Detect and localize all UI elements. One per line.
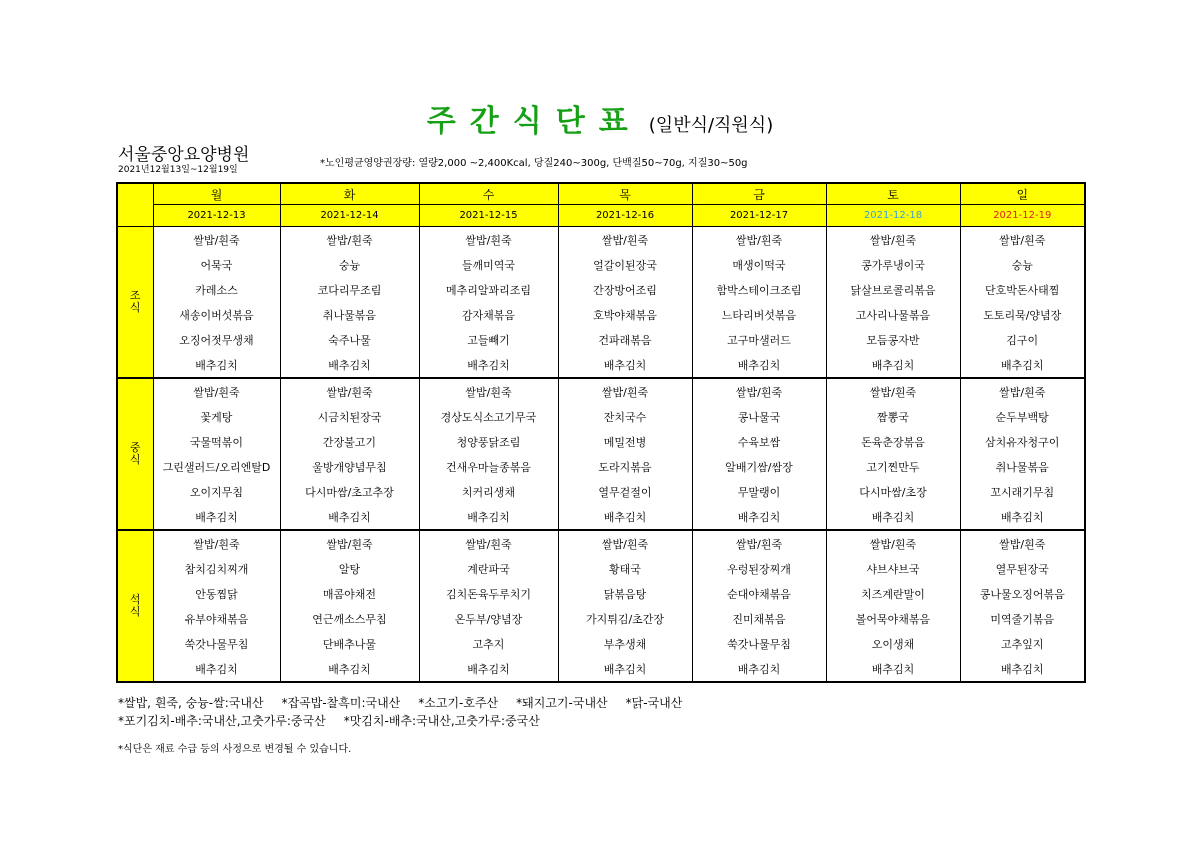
menu-row: [117, 504, 1085, 530]
menu-item: 온두부/양념장: [419, 606, 558, 631]
menu-row: [117, 556, 1085, 581]
origin-notes: [118, 694, 700, 759]
menu-item: 간장불고기: [280, 429, 419, 454]
menu-item: 짬뽕국: [826, 404, 960, 429]
menu-item: 유부야채볶음: [153, 606, 280, 631]
menu-item: 안동찜닭: [153, 581, 280, 606]
menu-item: 볼어묵야채볶음: [826, 606, 960, 631]
menu-item: 도토리묵/양념장: [960, 302, 1085, 327]
menu-item: 다시마쌈/초고추장: [280, 479, 419, 504]
menu-item: 메밀전병: [558, 429, 692, 454]
origin-note: *소고기-호주산: [418, 696, 499, 710]
menu-item: 샤브샤브국: [826, 556, 960, 581]
menu-item: 고기찐만두: [826, 454, 960, 479]
menu-row: [117, 479, 1085, 504]
menu-item: 콩나물국: [692, 404, 826, 429]
menu-item: 배추김치: [826, 656, 960, 682]
date-header-0: 2021-12-13: [153, 205, 280, 227]
menu-item: 미역줄기볶음: [960, 606, 1085, 631]
weekly-menu-table: [116, 182, 1086, 683]
menu-item: 오이생채: [826, 631, 960, 656]
menu-item: 삼치유자청구이: [960, 429, 1085, 454]
page-title: [0, 96, 1200, 140]
menu-item: 쑥갓나물무침: [692, 631, 826, 656]
menu-item: 다시마쌈/초장: [826, 479, 960, 504]
menu-item: 건새우마늘종볶음: [419, 454, 558, 479]
menu-item: 쌀밥/흰죽: [419, 378, 558, 404]
date-header-6: 2021-12-19: [960, 205, 1085, 227]
menu-item: 알배기쌈/쌈장: [692, 454, 826, 479]
menu-item: 쌀밥/흰죽: [692, 227, 826, 253]
menu-row: [117, 378, 1085, 404]
date-header-5: 2021-12-18: [826, 205, 960, 227]
menu-item: 배추김치: [280, 352, 419, 378]
origin-note: *잡곡밥-찰흑미:국내산: [281, 696, 401, 710]
menu-item: 쌀밥/흰죽: [558, 378, 692, 404]
menu-item: 배추김치: [960, 656, 1085, 682]
menu-item: 무말랭이: [692, 479, 826, 504]
menu-item: 국물떡볶이: [153, 429, 280, 454]
menu-item: 메추리알꽈리조림: [419, 277, 558, 302]
menu-item: 쌀밥/흰죽: [826, 227, 960, 253]
menu-item: 쌀밥/흰죽: [280, 378, 419, 404]
menu-item: 연근깨소스무침: [280, 606, 419, 631]
menu-item: 시금치된장국: [280, 404, 419, 429]
menu-row: [117, 352, 1085, 378]
menu-item: 닭볶음탕: [558, 581, 692, 606]
menu-item: 고구마샐러드: [692, 327, 826, 352]
menu-item: 우렁된장찌개: [692, 556, 826, 581]
menu-item: 쌀밥/흰죽: [558, 227, 692, 253]
menu-item: 호박야채볶음: [558, 302, 692, 327]
menu-item: 배추김치: [153, 352, 280, 378]
menu-item: 쌀밥/흰죽: [692, 378, 826, 404]
menu-item: 배추김치: [419, 352, 558, 378]
menu-item: 황태국: [558, 556, 692, 581]
menu-item: 쌀밥/흰죽: [826, 530, 960, 556]
menu-item: 김구이: [960, 327, 1085, 352]
day-header-1: 화: [280, 183, 419, 205]
menu-item: 순대야채볶음: [692, 581, 826, 606]
menu-item: 배추김치: [153, 504, 280, 530]
menu-row: [117, 227, 1085, 253]
menu-item: 코다리무조림: [280, 277, 419, 302]
origin-note: *맛김치-배추:국내산,고춧가루:중국산: [343, 714, 540, 728]
menu-item: 쌀밥/흰죽: [280, 227, 419, 253]
menu-item: 배추김치: [960, 352, 1085, 378]
day-header-3: 목: [558, 183, 692, 205]
nutrition-guideline: *노인평균영양권장량: 열량2,000 ~2,400Kcal, 당질240~300g, 단백질50~70g, 지질30~50g: [320, 158, 748, 169]
day-header-2: 수: [419, 183, 558, 205]
menu-item: 얼갈이된장국: [558, 252, 692, 277]
menu-item: 단배추나물: [280, 631, 419, 656]
menu-item: 도라지볶음: [558, 454, 692, 479]
menu-item: 배추김치: [960, 504, 1085, 530]
menu-item: 고사리나물볶음: [826, 302, 960, 327]
menu-item: 열무겉절이: [558, 479, 692, 504]
menu-item: 치즈계란말이: [826, 581, 960, 606]
menu-item: 열무된장국: [960, 556, 1085, 581]
menu-item: 쌀밥/흰죽: [419, 530, 558, 556]
menu-row: [117, 454, 1085, 479]
day-header-0: 월: [153, 183, 280, 205]
menu-item: 쌀밥/흰죽: [960, 227, 1085, 253]
menu-item: 수육보쌈: [692, 429, 826, 454]
menu-item: 쌀밥/흰죽: [419, 227, 558, 253]
day-header-4: 금: [692, 183, 826, 205]
menu-row: [117, 277, 1085, 302]
menu-item: 그린샐러드/오리엔탈D: [153, 454, 280, 479]
menu-row: [117, 606, 1085, 631]
menu-item: 배추김치: [558, 656, 692, 682]
menu-item: 쌀밥/흰죽: [280, 530, 419, 556]
title-main: 주간식단표: [426, 104, 642, 139]
meal-label: 석 식: [117, 530, 153, 682]
menu-item: 어묵국: [153, 252, 280, 277]
menu-item: 카레소스: [153, 277, 280, 302]
menu-item: 배추김치: [558, 504, 692, 530]
date-range: 2021년12월13일~12월19일: [118, 165, 238, 175]
date-header-1: 2021-12-14: [280, 205, 419, 227]
menu-row: [117, 429, 1085, 454]
date-header-4: 2021-12-17: [692, 205, 826, 227]
menu-item: 오징어젓무생채: [153, 327, 280, 352]
menu-item: 모듬콩자반: [826, 327, 960, 352]
menu-item: 콩가루냉이국: [826, 252, 960, 277]
date-header-3: 2021-12-16: [558, 205, 692, 227]
origin-note: *쌀밥, 흰죽, 숭늉-쌀:국내산: [118, 696, 264, 710]
menu-item: 배추김치: [280, 504, 419, 530]
menu-row: [117, 581, 1085, 606]
menu-item: 고추잎지: [960, 631, 1085, 656]
menu-item: 잔치국수: [558, 404, 692, 429]
day-header-6: 일: [960, 183, 1085, 205]
menu-item: 부추생채: [558, 631, 692, 656]
menu-item: 쌀밥/흰죽: [960, 530, 1085, 556]
menu-item: 취나물볶음: [960, 454, 1085, 479]
menu-item: 배추김치: [826, 504, 960, 530]
menu-item: 고들빼기: [419, 327, 558, 352]
menu-item: 간장방어조림: [558, 277, 692, 302]
menu-item: 쌀밥/흰죽: [692, 530, 826, 556]
title-sub: (일반식/직원식): [648, 115, 774, 136]
menu-item: 느타리버섯볶음: [692, 302, 826, 327]
origin-line-1: [118, 694, 700, 712]
menu-item: 꼬시래기무침: [960, 479, 1085, 504]
hospital-name: 서울중앙요양병원: [118, 145, 250, 165]
menu-row: [117, 252, 1085, 277]
menu-item: 들깨미역국: [419, 252, 558, 277]
corner-cell: [117, 183, 153, 227]
menu-item: 쌀밥/흰죽: [153, 227, 280, 253]
menu-item: 계란파국: [419, 556, 558, 581]
menu-row: [117, 404, 1085, 429]
menu-item: 배추김치: [419, 656, 558, 682]
menu-item: 돈육춘장볶음: [826, 429, 960, 454]
menu-item: 배추김치: [826, 352, 960, 378]
menu-item: 매생이떡국: [692, 252, 826, 277]
menu-item: 함박스테이크조림: [692, 277, 826, 302]
day-header-5: 토: [826, 183, 960, 205]
menu-item: 고추지: [419, 631, 558, 656]
meal-label: 중 식: [117, 378, 153, 530]
menu-item: 참치김치찌개: [153, 556, 280, 581]
menu-item: 배추김치: [153, 656, 280, 682]
menu-item: 배추김치: [692, 352, 826, 378]
menu-item: 숭늉: [960, 252, 1085, 277]
menu-item: 숭늉: [280, 252, 419, 277]
menu-row: [117, 656, 1085, 682]
menu-item: 새송이버섯볶음: [153, 302, 280, 327]
menu-item: 가지튀김/초간장: [558, 606, 692, 631]
footer-note: *식단은 재료 수급 등의 사정으로 변경될 수 있습니다.: [118, 744, 352, 755]
menu-item: 꽃게탕: [153, 404, 280, 429]
meal-label: 조 식: [117, 227, 153, 379]
menu-item: 순두부백탕: [960, 404, 1085, 429]
menu-item: 매콤야채전: [280, 581, 419, 606]
menu-item: 청양풍닭조림: [419, 429, 558, 454]
menu-item: 단호박돈사태찜: [960, 277, 1085, 302]
origin-note: *돼지고기-국내산: [516, 696, 608, 710]
menu-item: 쑥갓나물무침: [153, 631, 280, 656]
menu-item: 진미채볶음: [692, 606, 826, 631]
menu-row: [117, 631, 1085, 656]
menu-item: 오이지무침: [153, 479, 280, 504]
menu-item: 콩나물오징어볶음: [960, 581, 1085, 606]
menu-item: 치커리생채: [419, 479, 558, 504]
menu-row: [117, 327, 1085, 352]
origin-line-2: [118, 712, 700, 730]
menu-item: 쌀밥/흰죽: [153, 530, 280, 556]
menu-item: 건파래볶음: [558, 327, 692, 352]
menu-row: [117, 530, 1085, 556]
origin-note: *포기김치-배추:국내산,고춧가루:중국산: [118, 714, 326, 728]
origin-note: *닭-국내산: [625, 696, 683, 710]
menu-item: 배추김치: [692, 656, 826, 682]
menu-item: 배추김치: [419, 504, 558, 530]
menu-item: 쌀밥/흰죽: [826, 378, 960, 404]
menu-item: 쌀밥/흰죽: [558, 530, 692, 556]
menu-item: 배추김치: [692, 504, 826, 530]
menu-item: 감자채볶음: [419, 302, 558, 327]
menu-item: 닭살브로콜리볶음: [826, 277, 960, 302]
date-header-2: 2021-12-15: [419, 205, 558, 227]
menu-item: 울방개양념무침: [280, 454, 419, 479]
menu-item: 쌀밥/흰죽: [960, 378, 1085, 404]
menu-item: 경상도식소고기무국: [419, 404, 558, 429]
menu-item: 배추김치: [280, 656, 419, 682]
menu-item: 배추김치: [558, 352, 692, 378]
menu-item: 알탕: [280, 556, 419, 581]
menu-row: [117, 302, 1085, 327]
menu-item: 취나물볶음: [280, 302, 419, 327]
menu-item: 숙주나물: [280, 327, 419, 352]
menu-item: 쌀밥/흰죽: [153, 378, 280, 404]
menu-item: 김치돈육두루치기: [419, 581, 558, 606]
